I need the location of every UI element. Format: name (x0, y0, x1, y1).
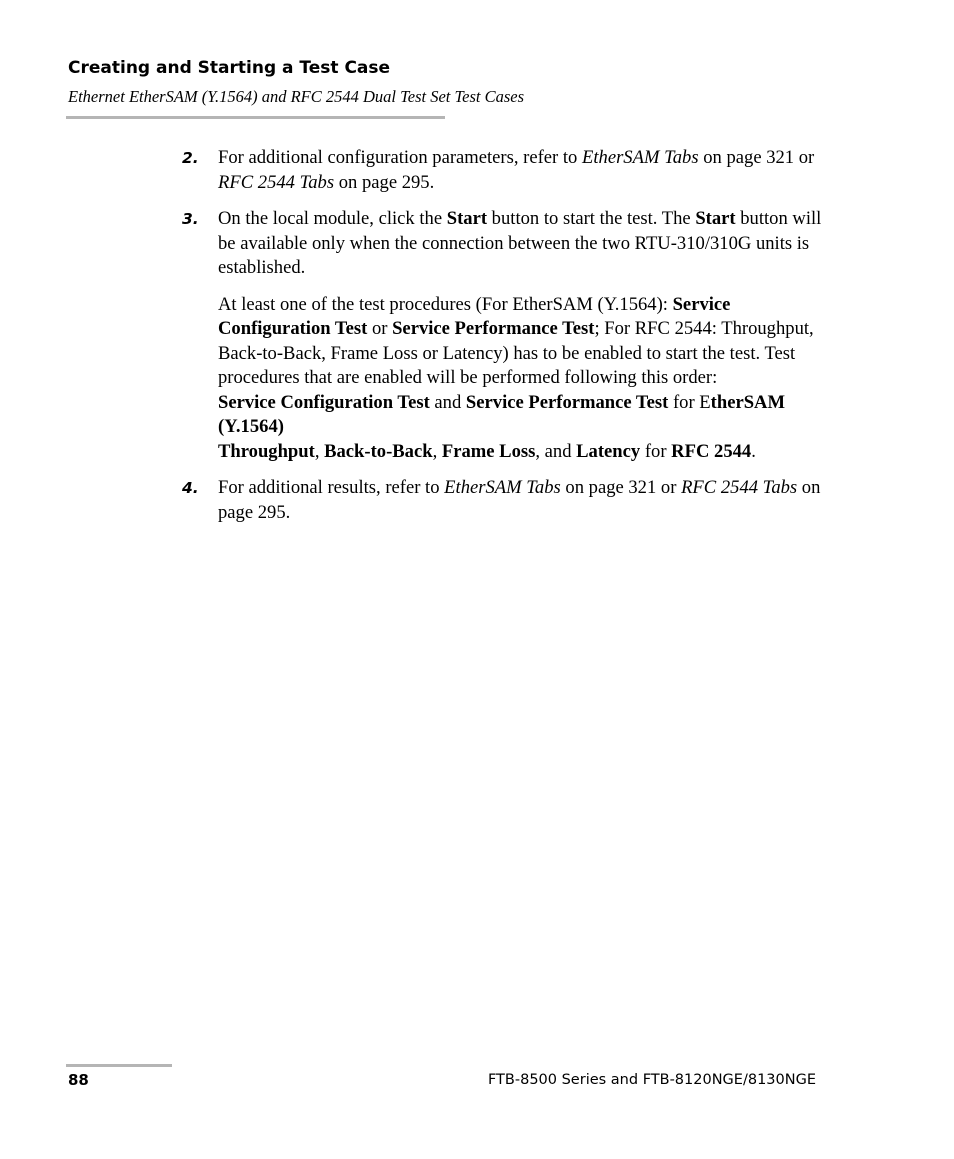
procedure-steps (182, 146, 822, 537)
footer-divider (66, 1064, 172, 1067)
start-button-ref: Start (695, 208, 736, 229)
step-4 (182, 476, 822, 525)
step-paragraph: For additional results, refer to EtherSAM Tabs on page 321 or RFC 2544 Tabs on page 295. (218, 477, 821, 523)
step-number: 4. (182, 479, 199, 497)
step-paragraph: For additional configuration parameters, refer to EtherSAM Tabs on page 321 or RFC 2544 Tabs on page 295. (218, 147, 815, 193)
step-3 (182, 207, 822, 464)
step-number: 3. (182, 210, 199, 228)
link-rfc2544-tabs[interactable]: RFC 2544 Tabs (218, 171, 335, 193)
step-number: 2. (182, 149, 199, 167)
header-divider (66, 116, 445, 119)
order-line-ethersam: Service Configuration Test and Service Performance Test for EtherSAM (Y.1564) (218, 391, 786, 437)
start-button-ref: Start (446, 208, 488, 229)
product-name: FTB-8500 Series and FTB-8120NGE/8130NGE (487, 1072, 816, 1088)
step-paragraph: On the local module, click the Start button to start the test. The Start button will be available only when the connection between the two RTU-310/310G units is established. (218, 208, 822, 278)
link-rfc2544-tabs[interactable]: RFC 2544 Tabs (681, 477, 798, 498)
section-subtitle: Ethernet EtherSAM (Y.1564) and RFC 2544 Dual Test Set Test Cases (68, 87, 525, 106)
step-2 (182, 146, 822, 195)
link-ethersam-tabs[interactable]: EtherSAM Tabs (444, 477, 561, 498)
chapter-title: Creating and Starting a Test Case (68, 58, 391, 78)
page-number: 88 (68, 1071, 89, 1089)
order-line-rfc2544: Throughput, Back-to-Back, Frame Loss, and Latency for RFC 2544. (218, 440, 756, 462)
link-ethersam-tabs[interactable]: EtherSAM Tabs (582, 147, 699, 168)
step-paragraph: At least one of the test procedures (For EtherSAM (Y.1564): Service Configuration Test or Service Performance Test; For RFC 2544: Throughput, Back-to-Back, Frame Loss or Latency) has to be enabled to start the test. Test procedures that are enabled will be performed following this order: Service Configuration Test and Service Performance Test for EtherSAM (Y.1564) Throughput, Back-to-Back, Frame Loss, and Latency for RFC 2544. (218, 293, 822, 465)
